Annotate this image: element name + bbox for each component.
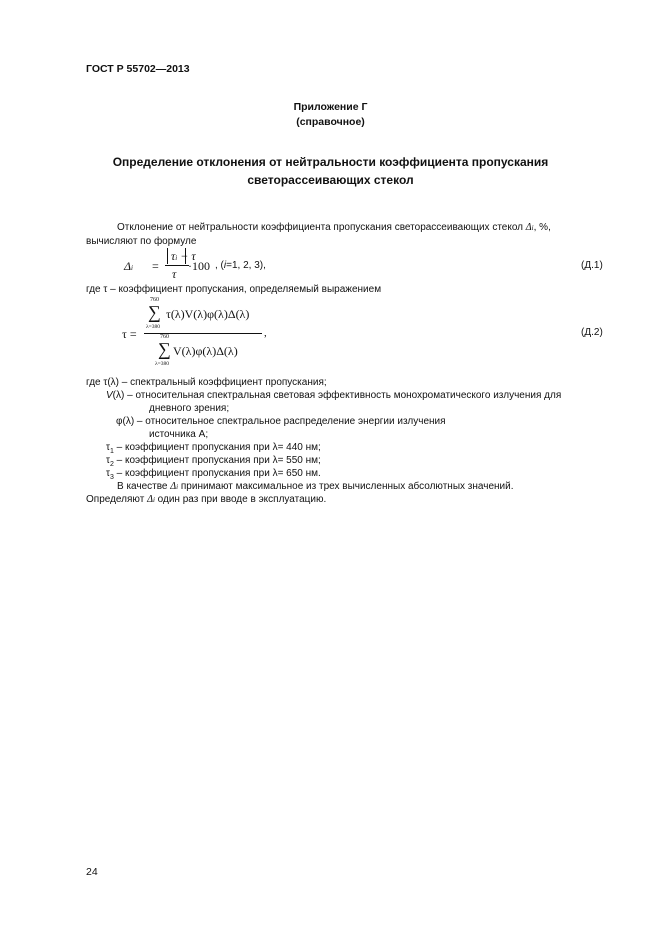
section-heading-line2: светорассеивающих стекол [247,173,414,187]
formula1-fraction-bar [165,265,189,266]
formula1-multiplier: ·100 [188,259,210,273]
formula1-tail-prefix: , ( [215,260,224,271]
formula1-condition [215,260,266,271]
formula2-den-upper: 760 [160,334,169,340]
formula1-num-minus: − τ [180,249,196,263]
def-tau1-sub: 1 [109,448,114,455]
formula1-tail-rest: =1, 2, 3), [226,260,266,271]
def-tau3-sub: 3 [109,474,114,481]
intro-delta-symbol: Δ [525,222,532,233]
conclusion2-start: Определяют [86,494,145,505]
def-tau3 [106,468,321,481]
formula1-abs-left [167,248,168,264]
def-tau1 [106,442,321,455]
formula1-lhs [124,259,133,274]
def-tau2 [106,455,321,468]
formula1-delta: Δ [124,259,132,273]
formula2-den-sum: ∑ [158,339,171,359]
formula2-comma: , [264,327,267,339]
formula2-number: (Д.2) [581,327,603,338]
section-heading-line1: Определение отклонения от нейтральности коэффициента пропускания [112,155,549,169]
def-v-text: (λ) – относительная спектральная световая эффективность монохроматического излучения для [112,390,562,401]
def-v-lambda [106,390,561,401]
def-tau-lambda: где τ(λ) – спектральный коэффициент пропускания; [86,377,327,388]
def-v-continuation: дневного зрения; [149,403,230,414]
formula2-lhs: τ = [122,327,137,341]
formula2-num-sum: ∑ [148,302,161,322]
formula1-abs-right [185,248,186,264]
formula2-num-lower: λ=380 [146,324,161,330]
where-tau-line: где τ – коэффициент пропускания, определяемый выражением [86,284,382,295]
appendix-title: Приложение Г [293,101,368,113]
conclusion1-delta: Δ [170,481,177,492]
conclusion2-delta-sub: i [152,496,155,504]
document-standard-id: ГОСТ Р 55702—2013 [86,63,190,75]
conclusion1-delta-sub: i [176,483,179,491]
def-tau2-text: – коэффициент пропускания при λ= 550 нм; [113,455,321,466]
formula1-num-sub: i [175,254,178,262]
formula2-den-lower: λ=380 [155,361,170,367]
conclusion1-start: В качестве [117,481,168,492]
def-v-symbol: V [106,390,113,401]
formula2-num-upper: 760 [150,297,159,303]
intro-paragraph-line2: вычисляют по формуле [86,236,197,247]
def-tau2-symbol: τ [106,455,110,466]
conclusion-line1 [117,481,513,492]
conclusion2-end: один раз при вводе в эксплуатацию. [157,494,327,505]
conclusion-line2 [86,494,326,505]
def-tau1-symbol: τ [106,442,110,453]
formula1-eq: = [152,259,159,273]
formula1-denominator: τ [172,267,177,281]
def-tau3-text: – коэффициент пропускания при λ= 650 нм. [113,468,321,479]
formula1-tail-i: i [223,260,227,271]
page-number: 24 [86,866,98,878]
formula1-number: (Д.1) [581,260,603,271]
formula1-lhs-sub: i [131,264,133,272]
intro-paragraph-line1 [117,222,551,233]
def-phi: φ(λ) – относительное спектральное распределение энергии излучения [116,416,446,427]
def-phi-continuation: источника A; [149,429,209,440]
def-tau3-symbol: τ [106,468,110,479]
intro-tail: , %, [533,222,551,233]
intro-text: Отклонение от нейтральности коэффициента пропускания светорассеивающих стекол [117,222,524,233]
appendix-subtitle: (справочное) [296,116,365,128]
formula2-denominator: V(λ)φ(λ)Δ(λ) [173,344,238,358]
intro-delta-sub: i [531,224,534,232]
conclusion1-end: принимают максимальное из трех вычисленных абсолютных значений. [180,481,514,492]
formula1-num-tau: τ [171,249,176,263]
def-tau1-text: – коэффициент пропускания при λ= 440 нм; [113,442,321,453]
def-tau2-sub: 2 [109,461,114,468]
formula2-numerator: τ(λ)V(λ)φ(λ)Δ(λ) [166,307,250,321]
conclusion2-delta: Δ [147,494,153,505]
